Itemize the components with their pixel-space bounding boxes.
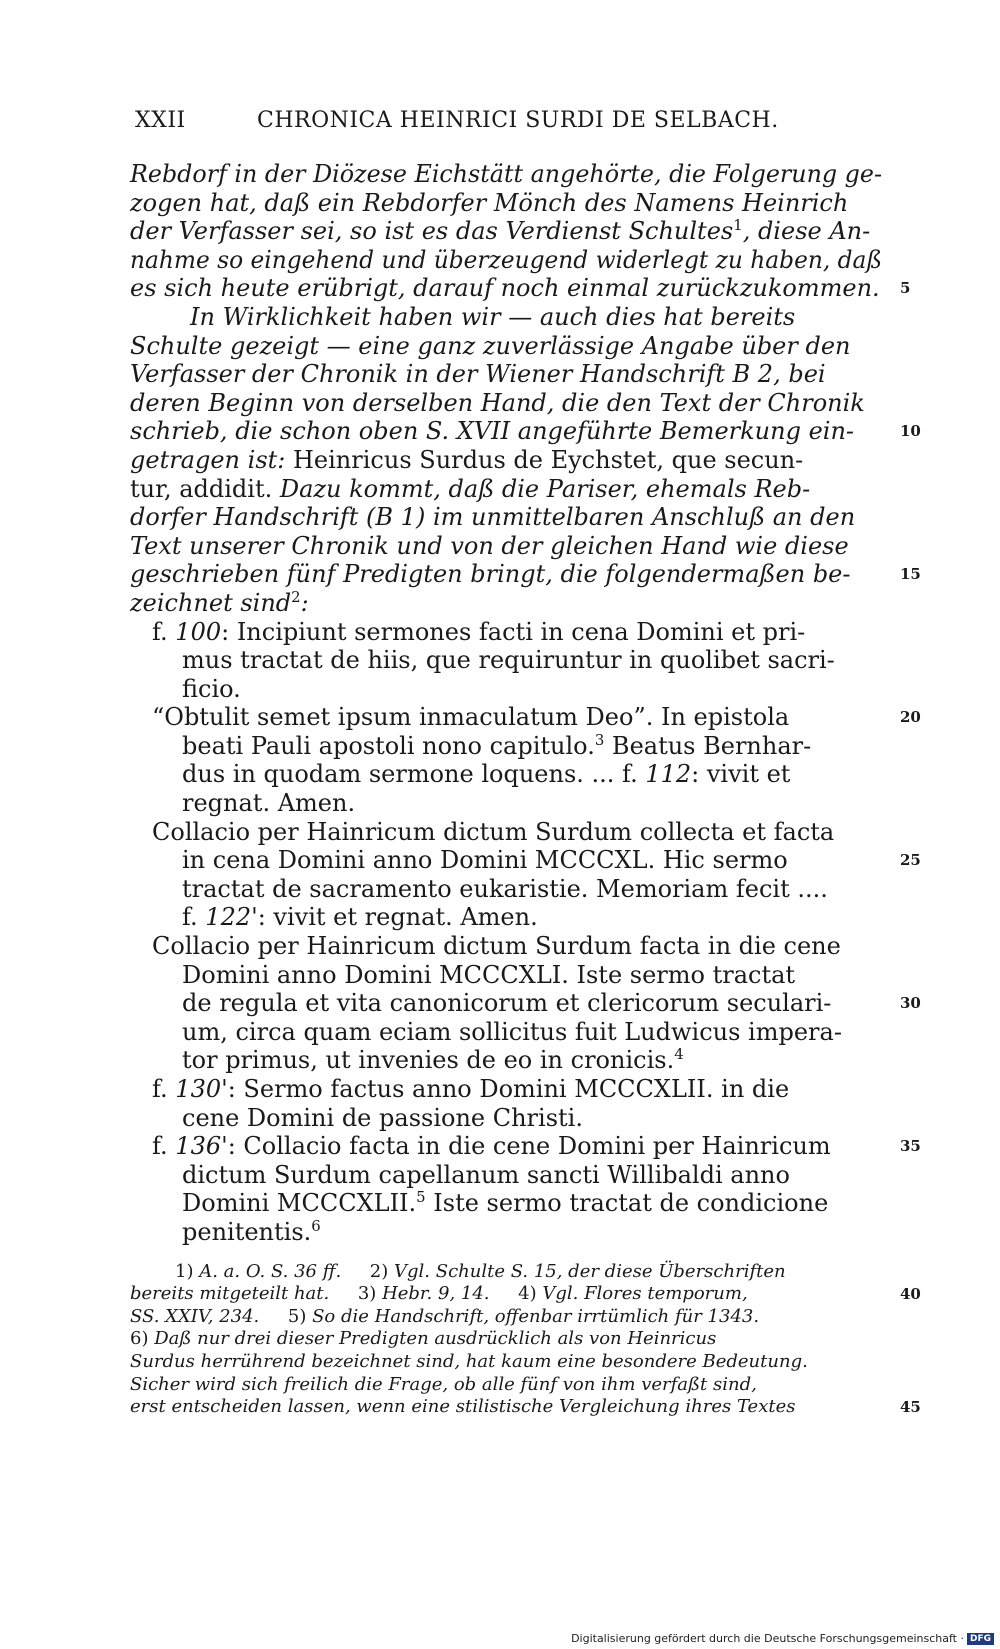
- text-segment: “Obtulit semet ipsum inmaculatum Deo”. In epistola: [152, 703, 790, 732]
- line-content: [182, 875, 828, 904]
- text-line: [130, 360, 882, 389]
- text-segment: Domini MCCCXLII.: [182, 1189, 417, 1218]
- text-segment: penitentis.: [182, 1217, 312, 1246]
- line-content: [182, 675, 241, 704]
- text-line: [130, 818, 882, 847]
- footnote-ref: 6: [311, 1216, 321, 1235]
- line-content: [152, 1132, 831, 1161]
- text-segment: ficio.: [182, 674, 241, 703]
- running-title: CHRONICA HEINRICI SURDI DE SELBACH.: [257, 108, 779, 133]
- text-segment: Daß nur drei dieser Predigten ausdrücklich als von Heinricus: [154, 1328, 717, 1350]
- line-content: [130, 589, 309, 618]
- text-segment: : Incipiunt sermones facti in cena Domini et pri-: [221, 617, 806, 646]
- line-content: [152, 618, 805, 647]
- text-segment: Verfasser der Chronik in der Wiener Handschrift B 2, bei: [130, 360, 826, 389]
- line-content: [152, 818, 834, 847]
- text-line: [130, 332, 882, 361]
- text-line: [130, 989, 921, 1018]
- text-segment: Beatus Bernhar-: [604, 731, 812, 760]
- text-segment: Rebdorf in der Diözese Eichstätt angehörte, die Folgerung ge-: [130, 160, 882, 188]
- text-line: [130, 903, 882, 932]
- text-segment: deren Beginn von derselben Hand, die den Text der Chronik: [130, 388, 865, 417]
- text-segment: dictum Surdum capellanum sancti Willibaldi anno: [182, 1160, 790, 1189]
- line-content: [182, 989, 831, 1018]
- line-content: [130, 560, 851, 589]
- text-segment: es sich heute erübrigt, darauf noch einmal zurückzukommen.: [130, 274, 880, 303]
- main-text: [130, 160, 921, 1419]
- line-content: [130, 389, 865, 418]
- line-content: [182, 903, 538, 932]
- line-number: 45: [900, 1398, 921, 1417]
- text-segment: der Verfasser sei, so ist es das Verdienst Schultes: [130, 217, 734, 246]
- line-content: [130, 1396, 795, 1419]
- text-segment: in cena Domini anno Domini MCCCXL. Hic sermo: [182, 846, 788, 875]
- line-number: 25: [900, 851, 921, 870]
- text-segment: Text unserer Chronik und von der gleichen Hand wie diese: [130, 531, 849, 560]
- text-line: [130, 303, 882, 332]
- line-content: [130, 160, 882, 189]
- text-segment: tur, addidit.: [130, 474, 280, 503]
- text-segment: Collacio per Hainricum dictum Surdum facta in die cene: [152, 932, 841, 961]
- text-segment: dorfer Handschrift (B 1) im unmittelbaren Anschluß an den: [130, 503, 856, 532]
- footnote-line: [130, 1306, 882, 1329]
- text-segment: 100: [175, 617, 222, 646]
- text-segment: bereits mitgeteilt hat.: [130, 1283, 330, 1305]
- line-content: [130, 217, 870, 246]
- text-line: [130, 217, 882, 246]
- text-segment: 112: [645, 760, 692, 789]
- text-segment: In Wirklichkeit haben wir — auch dies hat bereits: [190, 302, 796, 331]
- text-segment: schrieb, die schon oben S. XVII angeführte Bemerkung ein-: [130, 417, 855, 446]
- line-content: [182, 1018, 842, 1047]
- line-content: [130, 446, 803, 475]
- text-segment: Schulte gezeigt — eine ganz zuverlässige Angabe über den: [130, 331, 851, 360]
- text-segment: 122': [205, 903, 258, 932]
- footnote-line: [130, 1328, 882, 1351]
- text-line: [130, 1161, 882, 1190]
- text-line: [130, 846, 921, 875]
- text-segment: 4): [489, 1283, 543, 1305]
- text-line: [130, 189, 882, 218]
- text-segment: f.: [152, 1075, 176, 1103]
- text-segment: nahme so eingehend und überzeugend widerlegt zu haben, daß: [130, 245, 882, 274]
- text-segment: Dazu kommt, daß die Pariser, ehemals Reb-: [279, 474, 811, 503]
- line-content: [152, 1075, 789, 1104]
- line-content: [175, 1261, 786, 1284]
- line-content: [130, 1328, 716, 1351]
- text-segment: tor primus, ut invenies de eo in cronicis.: [182, 1046, 675, 1075]
- text-segment: regnat. Amen.: [182, 789, 356, 818]
- text-line: [130, 274, 911, 303]
- line-content: [182, 961, 795, 990]
- text-line: [130, 703, 921, 732]
- text-lines: [130, 160, 921, 1247]
- footnote-line: [130, 1261, 882, 1284]
- line-content: [190, 303, 795, 332]
- text-line: [130, 760, 882, 789]
- line-number: 10: [900, 422, 921, 441]
- line-content: [182, 789, 355, 818]
- text-line: [130, 1189, 882, 1218]
- line-content: [182, 732, 811, 761]
- text-segment: Hebr. 9, 14.: [382, 1283, 490, 1305]
- line-content: [130, 189, 848, 218]
- line-number: 35: [900, 1137, 921, 1156]
- text-line: [130, 1075, 882, 1104]
- text-segment: 130': [175, 1075, 228, 1103]
- text-line: [130, 589, 882, 618]
- text-segment: f.: [182, 903, 206, 932]
- text-segment: mus tractat de hiis, que requiruntur in quolibet sacri-: [182, 646, 835, 675]
- text-line: [130, 446, 882, 475]
- text-line: [130, 560, 921, 589]
- line-content: [130, 475, 810, 504]
- line-content: [182, 1161, 790, 1190]
- dfg-logo: DFG: [967, 1633, 994, 1645]
- footnote-ref: 5: [416, 1188, 426, 1207]
- text-line: [130, 1132, 921, 1161]
- line-content: [130, 417, 854, 446]
- text-line: [130, 475, 882, 504]
- footnote-ref: 2: [291, 587, 301, 606]
- text-segment: Vgl. Schulte S. 15, der diese Überschriften: [394, 1260, 786, 1282]
- line-content: [182, 1189, 828, 1218]
- text-segment: geschrieben fünf Predigten bringt, die folgendermaßen be-: [130, 560, 851, 589]
- line-content: [130, 1374, 757, 1397]
- line-content: [130, 332, 851, 361]
- text-segment: :: [300, 588, 309, 617]
- text-segment: Heinricus Surdus de Eychstet, que secun-: [293, 445, 804, 474]
- line-number: 20: [900, 708, 921, 727]
- text-segment: Collacio per Hainricum dictum Surdum collecta et facta: [152, 817, 835, 846]
- text-segment: 1): [175, 1260, 200, 1282]
- line-number: 30: [900, 994, 921, 1013]
- text-segment: Sicher wird sich freilich die Frage, ob alle fünf von ihm verfaßt sind,: [130, 1373, 757, 1395]
- text-segment: beati Pauli apostoli nono capitulo.: [182, 731, 595, 760]
- line-content: [130, 532, 849, 561]
- footnote-line: [130, 1351, 882, 1374]
- text-segment: So die Handschrift, offenbar irrtümlich für 1343.: [312, 1305, 760, 1327]
- line-content: [182, 1046, 684, 1075]
- text-line: [130, 503, 882, 532]
- text-line: [130, 160, 882, 189]
- line-content: [182, 646, 835, 675]
- line-content: [130, 274, 880, 303]
- footnotes: [130, 1260, 921, 1419]
- line-number: 15: [900, 565, 921, 584]
- text-segment: cene Domini de passione Christi.: [182, 1103, 583, 1132]
- text-segment: : vivit et: [691, 760, 791, 789]
- footnote-ref: 3: [594, 730, 605, 749]
- line-content: [182, 1218, 321, 1247]
- line-number: 5: [900, 279, 911, 298]
- line-content: [182, 760, 790, 789]
- text-line: [130, 532, 882, 561]
- text-segment: erst entscheiden lassen, wenn eine stilistische Vergleichung ihres Textes: [130, 1396, 796, 1418]
- line-content: [130, 360, 826, 389]
- text-segment: A. a. O. S. 36 ff.: [199, 1260, 342, 1282]
- text-line: [130, 646, 882, 675]
- text-line: [130, 1218, 882, 1247]
- footnote-ref: 1: [733, 216, 743, 235]
- text-segment: f.: [152, 617, 176, 646]
- text-segment: de regula et vita canonicorum et clericorum seculari-: [182, 989, 832, 1018]
- text-segment: f.: [152, 1132, 176, 1161]
- text-line: [130, 1046, 882, 1075]
- text-line: [130, 417, 921, 446]
- text-line: [130, 961, 882, 990]
- page-number: XXII: [135, 108, 186, 133]
- text-segment: : Collacio facta in die cene Domini per Hainricum: [227, 1132, 831, 1161]
- digitization-credit: [571, 1632, 994, 1645]
- text-segment: : vivit et regnat. Amen.: [257, 903, 538, 932]
- text-segment: : Sermo factus anno Domini MCCCXLII. in die: [227, 1075, 790, 1103]
- text-line: [130, 875, 882, 904]
- text-segment: 5): [259, 1305, 313, 1327]
- text-segment: dus in quodam sermone loquens. ... f.: [182, 760, 646, 789]
- text-line: [130, 789, 882, 818]
- line-content: [130, 1351, 808, 1374]
- footnote-ref: 4: [674, 1045, 684, 1064]
- line-content: [182, 846, 788, 875]
- text-segment: zogen hat, daß ein Rebdorfer Mönch des Namens Heinrich: [130, 188, 849, 217]
- text-segment: Vgl. Flores temporum,: [542, 1283, 748, 1305]
- line-content: [130, 1306, 759, 1329]
- text-line: [130, 732, 882, 761]
- text-line: [130, 932, 882, 961]
- text-line: [130, 618, 882, 647]
- text-segment: 3): [329, 1283, 383, 1305]
- text-segment: SS. XXIV, 234.: [130, 1305, 260, 1327]
- footnote-line: [130, 1374, 882, 1397]
- line-content: [152, 703, 789, 732]
- line-content: [130, 503, 855, 532]
- text-line: [130, 1018, 882, 1047]
- text-segment: 2): [341, 1260, 395, 1282]
- text-segment: Iste sermo tractat de condicione: [425, 1189, 829, 1218]
- footnote-line: [130, 1396, 921, 1419]
- line-content: [130, 1283, 748, 1306]
- text-segment: Surdus herrührend bezeichnet sind, hat kaum eine besondere Bedeutung.: [130, 1350, 808, 1372]
- text-segment: , diese An-: [742, 217, 871, 246]
- text-line: [130, 389, 882, 418]
- line-content: [182, 1104, 583, 1133]
- text-line: [130, 675, 882, 704]
- text-segment: 6): [130, 1328, 155, 1350]
- text-segment: um, circa quam eciam sollicitus fuit Ludwicus impera-: [182, 1017, 842, 1046]
- text-segment: 136': [175, 1132, 228, 1161]
- line-number: 40: [900, 1285, 921, 1304]
- text-line: [130, 246, 882, 275]
- credit-text: Digitalisierung gefördert durch die Deutsche Forschungsgemeinschaft ·: [571, 1632, 964, 1645]
- text-line: [130, 1104, 882, 1133]
- text-segment: zeichnet sind: [130, 588, 292, 617]
- line-content: [130, 246, 882, 275]
- footnote-line: [130, 1283, 921, 1306]
- text-segment: Domini anno Domini MCCCXLI. Iste sermo tractat: [182, 960, 796, 989]
- text-segment: tractat de sacramento eukaristie. Memoriam fecit ....: [182, 874, 828, 903]
- line-content: [152, 932, 841, 961]
- text-segment: getragen ist:: [130, 445, 293, 474]
